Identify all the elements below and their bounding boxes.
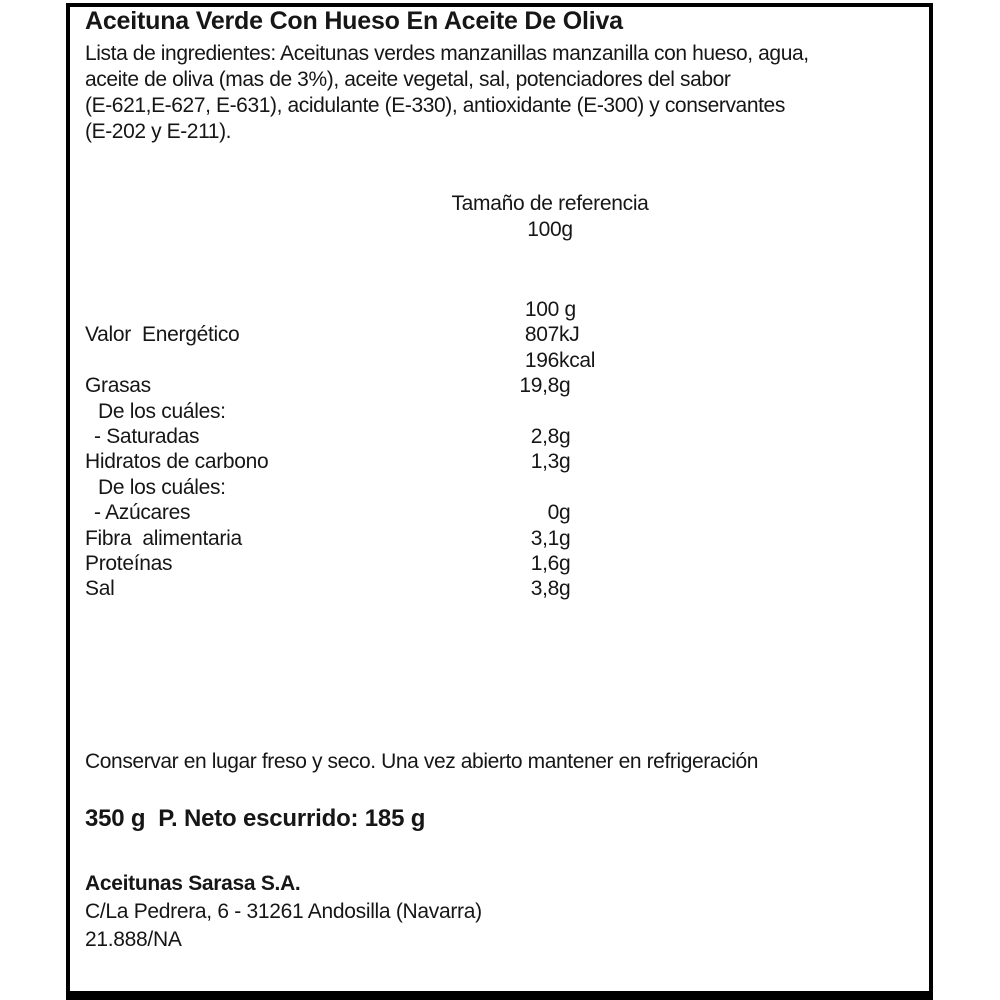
table-row (70, 424, 930, 449)
nutrient-value: 3,1 (530, 526, 559, 550)
table-row (70, 526, 930, 551)
table-row (70, 576, 930, 601)
nutrient-unit: g (559, 298, 576, 321)
reference-size-header (320, 191, 780, 243)
reference-size-amount: 100g (527, 218, 573, 241)
nutrient-label: Grasas (85, 374, 151, 398)
nutrient-unit: g (559, 374, 571, 398)
table-row (70, 551, 930, 576)
nutrient-value: 3,8 (530, 577, 559, 601)
ingredients-line: aceite de oliva (mas de 3%), aceite vegetal, sal, potenciadores del sabor (85, 68, 731, 91)
ingredients-line: (E-621,E-627, E-631), acidulante (E-330), antioxidante (E-300) y conservantes (85, 94, 785, 117)
nutrient-unit: g (559, 450, 571, 474)
registry-number: 21.888/NA (85, 928, 182, 951)
nutrient-unit: g (559, 424, 571, 448)
nutrient-label: Valor Energético (85, 323, 240, 347)
table-row (70, 373, 930, 398)
ingredients-line: Lista de ingredientes: Aceitunas verdes manzanillas manzanilla con hueso, agua, (85, 42, 809, 65)
nutrient-value: 1,6 (530, 551, 559, 575)
nutrient-label: Hidratos de carbono (85, 450, 269, 474)
table-row (70, 475, 930, 500)
table-row (70, 399, 930, 424)
product-title: Aceituna Verde Con Hueso En Aceite De Oliva (85, 7, 623, 35)
manufacturer-info (85, 870, 482, 954)
nutrient-value: 19,8 (519, 374, 559, 398)
nutrient-unit: kJ (559, 323, 580, 347)
table-row (70, 348, 930, 373)
table-row (70, 322, 930, 347)
ingredients-line: (E-202 y E-211). (85, 120, 232, 143)
manufacturer-address: C/La Pedrera, 6 - 31261 Andosilla (Navarra) (85, 900, 482, 923)
ingredients-list (85, 41, 895, 145)
nutrient-unit: g (559, 577, 571, 601)
nutrient-value: 1,3 (530, 450, 559, 474)
nutrient-label: Sal (85, 577, 115, 601)
nutrient-label: - Azúcares (94, 501, 191, 525)
nutrient-label: - Saturadas (94, 424, 200, 448)
nutrient-unit: kcal (559, 348, 596, 372)
manufacturer-name: Aceitunas Sarasa S.A. (85, 872, 301, 895)
net-weight: 350 g P. Neto escurrido: 185 g (85, 805, 426, 832)
nutrient-label: De los cuáles: (98, 399, 226, 423)
reference-size-title: Tamaño de referencia (451, 192, 649, 215)
nutrient-value: 196 (524, 348, 559, 372)
nutrient-value: 807 (524, 323, 559, 347)
storage-instructions: Conservar en lugar freso y seco. Una vez abierto mantener en refrigeración (85, 750, 759, 773)
nutrient-label: Proteínas (85, 551, 173, 575)
nutrient-label: Fibra alimentaria (85, 526, 242, 550)
nutrition-table (70, 297, 930, 602)
nutrient-value: 2,8 (530, 424, 559, 448)
table-row (70, 297, 930, 322)
nutrient-label: De los cuáles: (98, 475, 226, 499)
table-row (70, 500, 930, 525)
nutrient-value: 100 (524, 298, 559, 321)
nutrient-unit: g (559, 501, 571, 525)
nutrient-unit: g (559, 551, 571, 575)
table-row (70, 449, 930, 474)
nutrient-unit: g (559, 526, 571, 550)
nutrient-value: 0 (547, 501, 559, 525)
product-label-box (66, 3, 933, 1000)
